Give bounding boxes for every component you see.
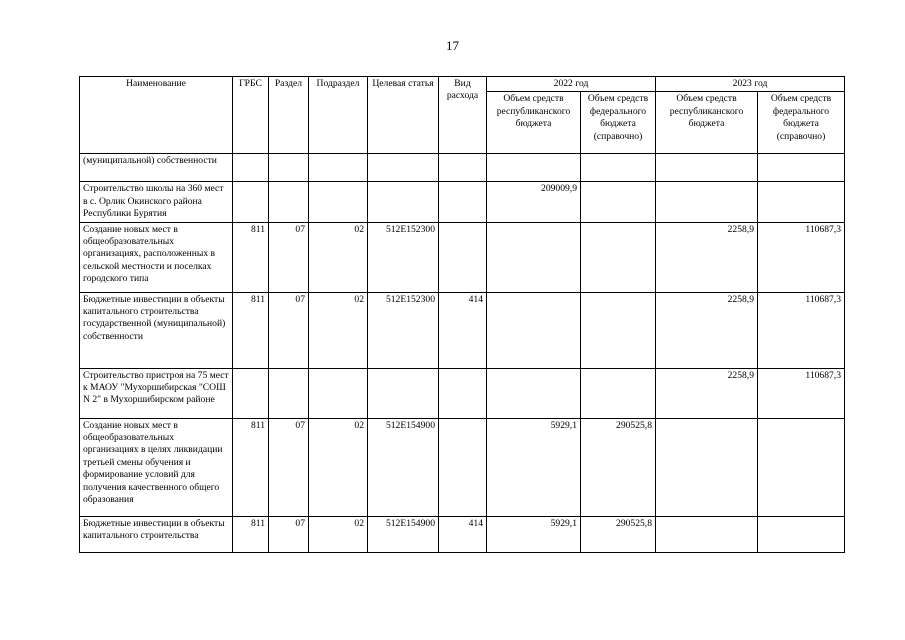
row-podrazdel: 02 [309,222,368,292]
header-fed-2023: Объем средств федерального бюджета (справочно) [758,92,845,154]
row-vid [439,368,487,418]
row-rep-2022 [487,292,581,368]
row-name: Бюджетные инвестиции в объекты капитального строительства [80,516,233,552]
row-fed-2023: 110687,3 [758,222,845,292]
header-rep-2023: Объем средств республиканского бюджета [656,92,758,154]
header-name: Наименование [80,77,233,154]
row-rep-2022 [487,368,581,418]
row-podrazdel: 02 [309,418,368,516]
header-rep-2022: Объем средств республиканского бюджета [487,92,581,154]
header-razdel: Раздел [269,77,309,154]
header-target: Целевая статья [368,77,439,154]
row-rep-2023 [656,182,758,222]
row-name: Бюджетные инвестиции в объекты капитального строительства государственной (муниципальной) собственности [80,292,233,368]
row-vid [439,154,487,182]
row-grbs: 811 [233,292,269,368]
row-fed-2022 [581,182,656,222]
row-podrazdel [309,182,368,222]
row-grbs: 811 [233,516,269,552]
row-rep-2023 [656,418,758,516]
row-rep-2022: 5929,1 [487,516,581,552]
row-fed-2023: 110687,3 [758,292,845,368]
row-razdel [269,368,309,418]
row-target: 512E154900 [368,418,439,516]
row-rep-2022 [487,154,581,182]
row-grbs: 811 [233,418,269,516]
budget-table [79,76,845,553]
row-razdel [269,154,309,182]
row-razdel: 07 [269,516,309,552]
row-grbs [233,154,269,182]
row-rep-2022 [487,222,581,292]
table-row [80,418,845,516]
row-podrazdel [309,368,368,418]
row-fed-2023 [758,418,845,516]
row-name: Создание новых мест в общеобразовательных организациях в целях ликвидации третьей смены обучения и формирование условий для получения качественного общего образования [80,418,233,516]
row-vid [439,222,487,292]
header-fed-2022: Объем средств федерального бюджета (справочно) [581,92,656,154]
header-grbs: ГРБС [233,77,269,154]
row-rep-2023 [656,516,758,552]
row-vid [439,182,487,222]
row-target [368,182,439,222]
row-rep-2023: 2258,9 [656,368,758,418]
table-row [80,182,845,222]
row-fed-2023: 110687,3 [758,368,845,418]
row-name: Строительство школы на 360 мест в с. Орлик Окинского района Республики Бурятия [80,182,233,222]
row-name: Создание новых мест в общеобразовательных организациях, расположенных в сельской местности и поселках городского типа [80,222,233,292]
table-row [80,154,845,182]
table-row [80,516,845,552]
row-rep-2022: 5929,1 [487,418,581,516]
row-grbs: 811 [233,222,269,292]
row-target [368,368,439,418]
row-target: 512E152300 [368,292,439,368]
row-rep-2023: 2258,9 [656,292,758,368]
row-fed-2022: 290525,8 [581,418,656,516]
row-razdel: 07 [269,292,309,368]
table-row [80,368,845,418]
row-grbs [233,368,269,418]
header-podrazdel: Подраздел [309,77,368,154]
row-razdel [269,182,309,222]
row-name: Строительство пристроя на 75 мест к МАОУ "Мухоршибирская "СОШ N 2" в Мухоршибирском районе [80,368,233,418]
row-name: (муниципальной) собственности [80,154,233,182]
row-fed-2022 [581,154,656,182]
header-vid: Вид расхода [439,77,487,154]
header-year-2023: 2023 год [656,77,845,92]
header-year-2022: 2022 год [487,77,656,92]
row-fed-2022 [581,368,656,418]
table-row [80,292,845,368]
row-podrazdel: 02 [309,516,368,552]
row-target: 512E152300 [368,222,439,292]
row-razdel: 07 [269,418,309,516]
row-fed-2022 [581,292,656,368]
row-razdel: 07 [269,222,309,292]
row-vid: 414 [439,292,487,368]
row-podrazdel [309,154,368,182]
row-fed-2022 [581,222,656,292]
header-row-1 [80,77,845,92]
row-rep-2023 [656,154,758,182]
row-target: 512E154900 [368,516,439,552]
row-podrazdel: 02 [309,292,368,368]
row-target [368,154,439,182]
table-row [80,222,845,292]
page-number: 17 [446,38,459,53]
row-vid [439,418,487,516]
row-fed-2023 [758,154,845,182]
row-fed-2023 [758,516,845,552]
row-rep-2023: 2258,9 [656,222,758,292]
row-fed-2023 [758,182,845,222]
row-vid: 414 [439,516,487,552]
row-rep-2022: 209009,9 [487,182,581,222]
row-grbs [233,182,269,222]
row-fed-2022: 290525,8 [581,516,656,552]
